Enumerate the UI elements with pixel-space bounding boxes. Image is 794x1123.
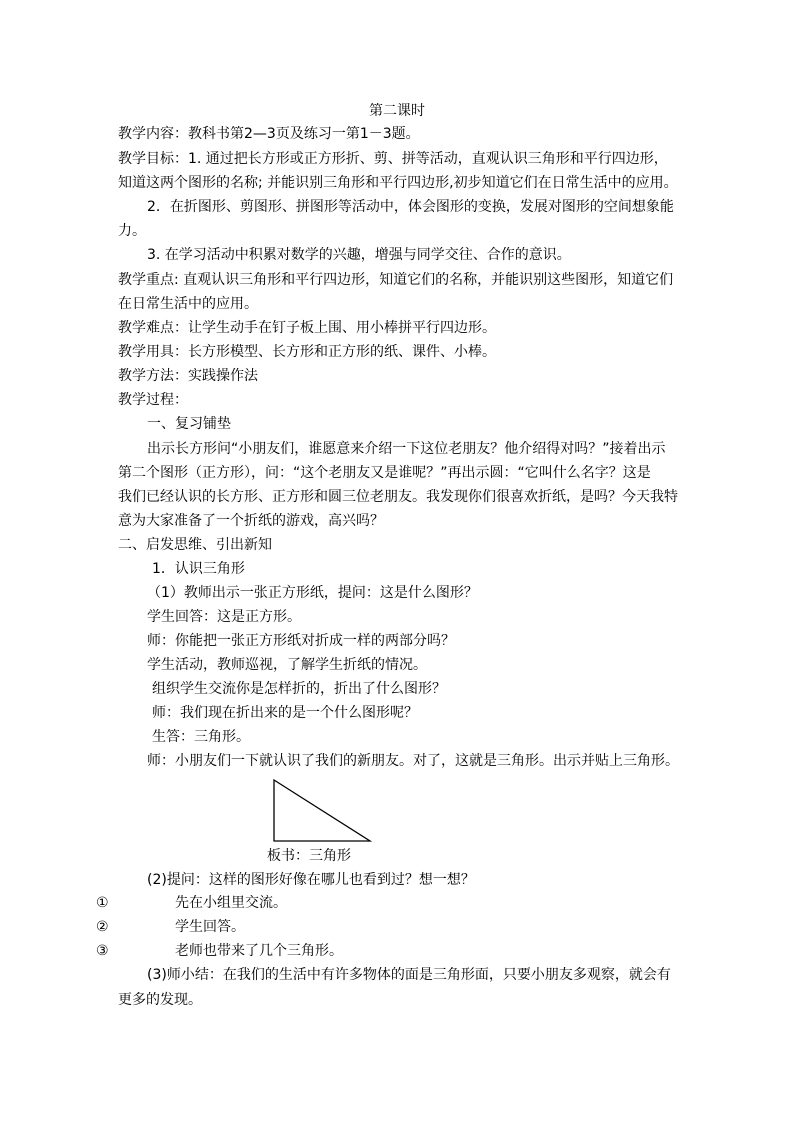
list-marker-3: ③ xyxy=(96,943,109,959)
page-title: 第二课时 xyxy=(369,103,425,119)
teaching-goal-line-1: 教学目标：1. 通过把长方形或正方形折、剪、拼等活动，直观认识三角形和平行四边形， xyxy=(118,151,668,167)
right-triangle-figure xyxy=(272,778,374,844)
review-paragraph-line-4: 意为大家准备了一个折纸的游戏，高兴吗？ xyxy=(118,513,384,529)
summary-line-1: (3)师小结：在我们的生活中有许多物体的面是三角形面，只要小朋友多观察，就会有 xyxy=(147,967,671,983)
teacher-question-fold: 师：你能把一张正方形纸对折成一样的两部分吗？ xyxy=(147,633,455,649)
teacher-question-shape: 师：我们现在折出来的是一个什么图形呢？ xyxy=(152,705,418,721)
teaching-content: 教学内容：教科书第2—3页及练习一第1－3题。 xyxy=(118,126,420,142)
teaching-focus-line-2: 在日常生活中的应用。 xyxy=(118,296,258,312)
figure-caption: 板书：三角形 xyxy=(267,848,351,864)
organize-exchange: 组织学生交流你是怎样折的，折出了什么图形？ xyxy=(152,681,446,697)
list-item-2: 学生回答。 xyxy=(175,919,245,935)
review-paragraph-line-2: 第二个图形（正方形），问：“这个老朋友又是谁呢？”再出示圆：“它叫什么名字？这是 xyxy=(118,465,651,481)
teaching-process: 教学过程： xyxy=(118,392,188,408)
step-1-question: （1）教师出示一张正方形纸，提问：这是什么图形？ xyxy=(147,585,478,601)
student-answer-triangle: 生答：三角形。 xyxy=(152,729,250,745)
section-heading-new-knowledge: 二、启发思维、引出新知 xyxy=(118,537,272,553)
teaching-goal-line-2: 知道这两个图形的名称; 并能识别三角形和平行四边形,初步知道它们在日常生活中的应用。 xyxy=(118,175,678,191)
teaching-method: 教学方法：实践操作法 xyxy=(118,368,258,384)
review-paragraph-line-1: 出示长方形问“小朋友们，谁愿意来介绍一下这位老朋友？他介绍得对吗？”接着出示 xyxy=(147,441,666,457)
triangle-shape xyxy=(272,778,374,844)
teaching-goal-2-line-2: 力。 xyxy=(118,223,146,239)
list-marker-2: ② xyxy=(96,919,109,935)
student-answer-square: 学生回答：这是正方形。 xyxy=(147,609,301,625)
teacher-introduce-triangle: 师：小朋友们一下就认识了我们的新朋友。对了，这就是三角形。出示并贴上三角形。 xyxy=(147,753,679,769)
teaching-tools: 教学用具：长方形模型、长方形和正方形的纸、课件、小棒。 xyxy=(118,344,496,360)
teaching-focus-line-1: 教学重点: 直观认识三角形和平行四边形，知道它们的名称，并能识别这些图形，知道它们 xyxy=(118,272,674,288)
student-activity: 学生活动，教师巡视，了解学生折纸的情况。 xyxy=(147,657,427,673)
review-paragraph-line-3: 我们已经认识的长方形、正方形和圆三位老朋友。我发现你们很喜欢折纸，是吗？今天我特 xyxy=(118,489,678,505)
list-marker-1: ① xyxy=(96,895,109,911)
subsection-triangle: 1．认识三角形 xyxy=(152,561,245,577)
teaching-goal-3: 3. 在学习活动中积累对数学的兴趣，增强与同学交往、合作的意识。 xyxy=(147,247,571,263)
teaching-difficulty: 教学难点：让学生动手在钉子板上围、用小棒拼平行四边形。 xyxy=(118,320,496,336)
list-item-3: 老师也带来了几个三角形。 xyxy=(175,943,343,959)
list-item-1: 先在小组里交流。 xyxy=(175,895,287,911)
summary-line-2: 更多的发现。 xyxy=(118,992,202,1008)
step-2-question: (2)提问：这样的图形好像在哪儿也看到过？想一想？ xyxy=(147,872,475,888)
section-heading-review: 一、复习铺垫 xyxy=(147,416,231,432)
teaching-goal-2-line-1: 2．在折图形、剪图形、拼图形等活动中，体会图形的变换，发展对图形的空间想象能 xyxy=(147,199,674,215)
